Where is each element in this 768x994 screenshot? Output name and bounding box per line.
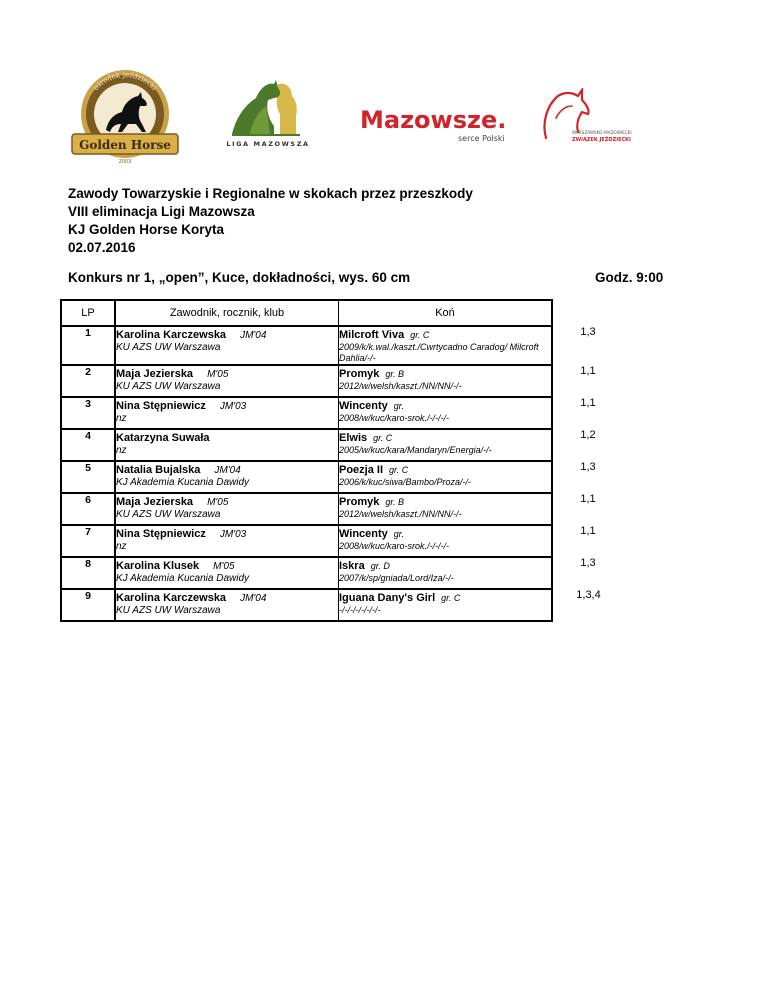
horse-cell (339, 397, 553, 429)
rider-year: M'05 (207, 369, 229, 380)
rider-name: Karolina Karczewska (116, 329, 227, 341)
row-lp: 5 (61, 461, 115, 493)
gh-year-text: 2003 (118, 159, 132, 165)
rider-name: Nina Stępniewicz (116, 400, 206, 412)
horse-cell (339, 493, 553, 525)
horse-name: Promyk (339, 368, 380, 380)
rider-cell (115, 589, 339, 621)
rider-club: KU AZS UW Warszawa (116, 342, 221, 353)
header-horse: Koń (339, 300, 553, 326)
liga-logo-text: LIGA MAZOWSZA (226, 140, 310, 148)
rider-cell (115, 525, 339, 557)
row-result: 1,1 (580, 493, 596, 505)
event-title-line: KJ Golden Horse Koryta (68, 222, 225, 237)
mzj-line2: ZWIĄZEK JEŹDZIECKI (572, 137, 631, 143)
header-result (552, 300, 624, 326)
horse-cell (339, 557, 553, 589)
rider-name: Karolina Karczewska (116, 592, 227, 604)
liga-mazowsza-logo (222, 78, 318, 150)
horse-name: Elwis (339, 432, 368, 444)
competition-time: Godz. 9:00 (595, 270, 664, 285)
horse-details: 2007/k/sp/gniada/Lord/Iza/-/- (339, 573, 454, 583)
horse-name: Wincenty (339, 528, 388, 540)
row-lp: 1 (61, 326, 115, 365)
rider-name: Maja Jezierska (116, 496, 194, 508)
horse-details: 2009/k/k.wal./kaszt./Cwrtycadno Caradog/ Milcroft Dahlia/-/- (339, 342, 539, 363)
horse-grade: gr. C (389, 465, 409, 475)
row-result: 1,3 (580, 557, 596, 569)
results-table (60, 299, 625, 622)
rider-year: M'05 (207, 497, 229, 508)
horse-details: 2008/w/kuc/karo-srok./-/-/-/- (339, 413, 450, 423)
rider-cell (115, 429, 339, 461)
golden-horse-logo (66, 68, 184, 170)
row-result: 1,2 (580, 429, 596, 441)
rider-club: KU AZS UW Warszawa (116, 381, 221, 392)
rider-club: nz (116, 413, 127, 424)
table-row (61, 461, 624, 493)
row-result: 1,1 (580, 365, 596, 377)
logo-bar (0, 0, 768, 180)
horse-name: Poezja II (339, 464, 384, 476)
rider-club: KU AZS UW Warszawa (116, 605, 221, 616)
mazowsze-tagline: serce Polski (458, 134, 505, 143)
rider-name: Natalia Bujalska (116, 464, 201, 476)
row-result: 1,3,4 (576, 589, 601, 601)
row-lp: 7 (61, 525, 115, 557)
table-row (61, 557, 624, 589)
gh-arc-text: ośrodek jeździecki (91, 70, 159, 92)
rider-cell (115, 365, 339, 397)
horse-cell (339, 461, 553, 493)
rider-year: JM'03 (219, 401, 247, 412)
rider-cell (115, 397, 339, 429)
table-row (61, 429, 624, 461)
gh-banner-text: Golden Horse (79, 138, 171, 152)
table-row (61, 397, 624, 429)
row-lp: 8 (61, 557, 115, 589)
row-lp: 6 (61, 493, 115, 525)
horse-cell (339, 365, 553, 397)
horse-details: 2012/w/welsh/kaszt./NN/NN/-/- (339, 381, 462, 391)
horse-name: Wincenty (339, 400, 388, 412)
competition-heading: Konkurs nr 1, „open”, Kuce, dokładności, wys. 60 cm (68, 270, 411, 285)
horse-grade: gr. (393, 529, 404, 539)
horse-details: 2005/w/kuc/kara/Mandaryn/Energia/-/- (339, 445, 492, 455)
horse-name: Iguana Dany's Girl (339, 592, 436, 604)
horse-details: -/-/-/-/-/-/-/- (339, 605, 381, 615)
horse-details: 2008/w/kuc/karo-srok./-/-/-/- (339, 541, 450, 551)
rider-club: KJ Akademia Kucania Dawidy (116, 477, 250, 488)
table-row (61, 589, 624, 621)
horse-name: Promyk (339, 496, 380, 508)
rider-year: JM'04 (240, 330, 267, 341)
horse-grade: gr. B (385, 369, 405, 379)
horse-name: Milcroft Viva (339, 329, 405, 341)
mazowsze-word: Mazowsze. (360, 106, 507, 134)
row-lp: 2 (61, 365, 115, 397)
table-row (61, 525, 624, 557)
horse-cell (339, 326, 553, 365)
rider-year: M'05 (213, 561, 235, 572)
horse-grade: gr. (393, 401, 404, 411)
horse-grade: gr. C (373, 433, 393, 443)
event-title-block (68, 185, 473, 257)
horse-cell (339, 589, 553, 621)
mazowsze-logo (358, 104, 528, 146)
rider-club: nz (116, 541, 127, 552)
rider-cell (115, 557, 339, 589)
rider-year: JM'03 (219, 529, 247, 540)
event-title-line: Zawody Towarzyskie i Regionalne w skokach przez przeszkody (68, 186, 473, 201)
horse-grade: gr. B (385, 497, 405, 507)
rider-cell (115, 461, 339, 493)
horse-cell (339, 429, 553, 461)
horse-grade: gr. C (410, 330, 430, 340)
row-result: 1,1 (580, 397, 596, 409)
row-result: 1,3 (580, 461, 596, 473)
horse-details: 2006/k/kuc/siwa/Bambo/Proza/-/- (339, 477, 472, 487)
mzj-logo (538, 88, 642, 148)
event-date: 02.07.2016 (68, 240, 136, 255)
header-rider: Zawodnik, rocznik, klub (115, 300, 339, 326)
table-header-row (61, 300, 624, 326)
horse-name: Iskra (339, 560, 365, 572)
row-result: 1,1 (580, 525, 596, 537)
row-result: 1,3 (580, 326, 596, 338)
horse-details: 2012/w/welsh/kaszt./NN/NN/-/- (339, 509, 462, 519)
horse-grade: gr. D (370, 561, 390, 571)
rider-name: Karolina Klusek (116, 560, 200, 572)
row-lp: 9 (61, 589, 115, 621)
rider-club: nz (116, 445, 127, 456)
row-lp: 4 (61, 429, 115, 461)
horse-grade: gr. C (441, 593, 461, 603)
event-title-line: VIII eliminacja Ligi Mazowsza (68, 204, 255, 219)
rider-cell (115, 326, 339, 365)
rider-club: KJ Akademia Kucania Dawidy (116, 573, 250, 584)
rider-year: JM'04 (214, 465, 241, 476)
rider-name: Katarzyna Suwała (116, 432, 210, 444)
horse-cell (339, 525, 553, 557)
table-row (61, 365, 624, 397)
table-row (61, 493, 624, 525)
results-body (61, 326, 624, 621)
rider-club: KU AZS UW Warszawa (116, 509, 221, 520)
rider-year: JM'04 (240, 593, 267, 604)
rider-name: Nina Stępniewicz (116, 528, 206, 540)
rider-name: Maja Jezierska (116, 368, 194, 380)
rider-cell (115, 493, 339, 525)
header-lp: LP (61, 300, 115, 326)
table-row (61, 326, 624, 365)
row-lp: 3 (61, 397, 115, 429)
mzj-line1: WARSZAWSKO-MAZOWIECKI (572, 130, 632, 135)
